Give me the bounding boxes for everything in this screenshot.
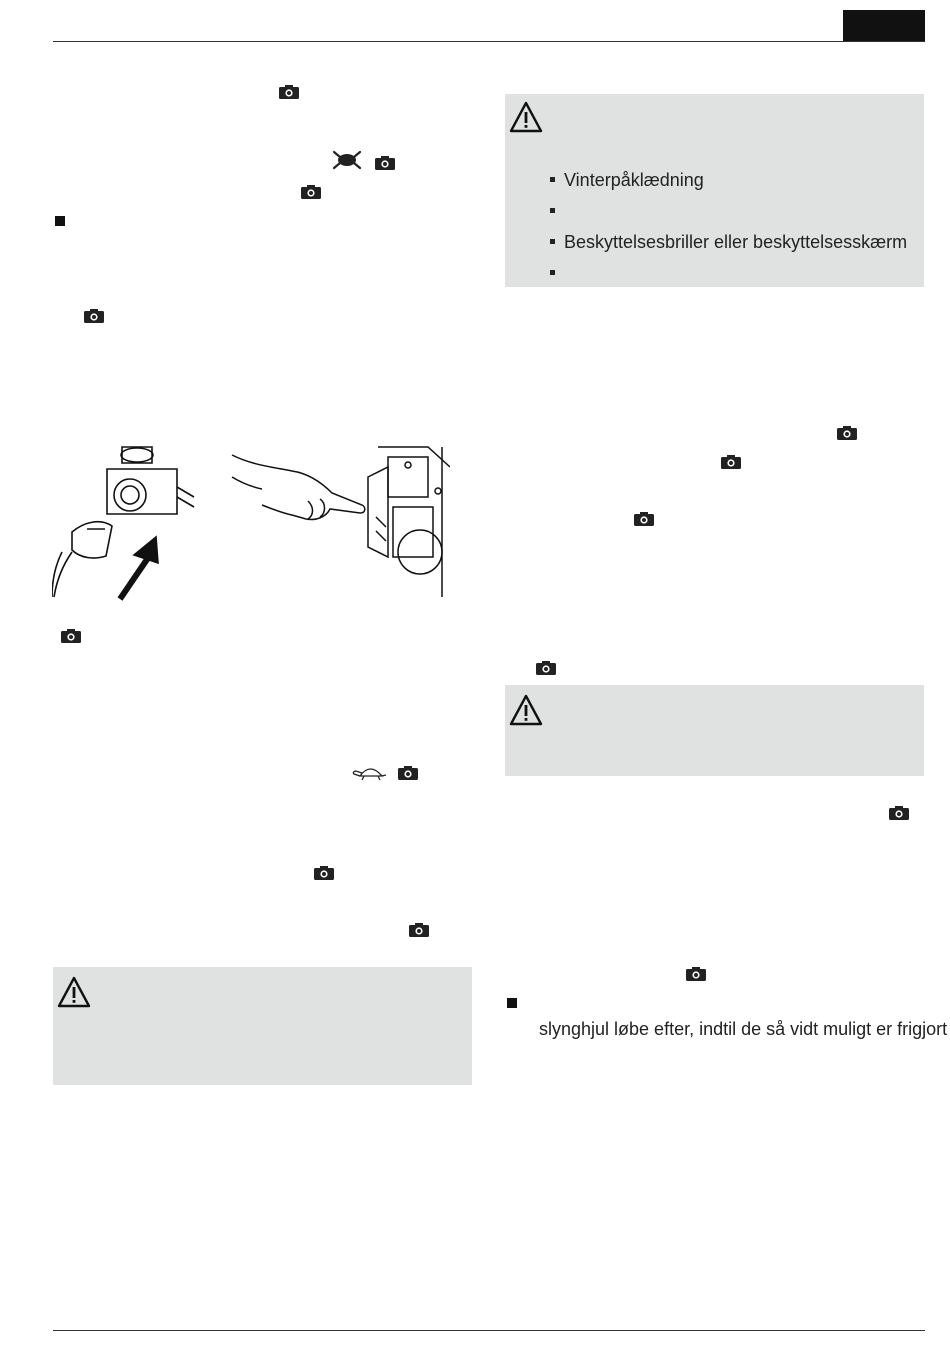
turtle-icon <box>352 764 388 782</box>
camera-icon <box>314 866 334 880</box>
camera-icon <box>889 806 909 820</box>
hare-icon <box>330 148 364 170</box>
camera-icon <box>721 455 741 469</box>
list-item <box>550 195 907 226</box>
warning-triangle-icon <box>509 693 543 727</box>
warning-box <box>53 967 472 1085</box>
header-rule <box>53 41 925 42</box>
page-tab-marker <box>843 10 925 42</box>
warning-triangle-icon <box>509 100 543 134</box>
camera-icon <box>398 766 418 780</box>
camera-icon <box>409 923 429 937</box>
camera-icon <box>61 629 81 643</box>
camera-icon <box>84 309 104 323</box>
camera-icon <box>634 512 654 526</box>
list-item <box>550 164 907 195</box>
warning-triangle-icon <box>57 975 91 1009</box>
list-item <box>550 257 907 288</box>
camera-icon <box>375 156 395 170</box>
camera-icon <box>301 185 321 199</box>
list-item <box>550 226 907 257</box>
list-item-text: Vinterpåklædning <box>564 169 704 190</box>
camera-icon <box>686 967 706 981</box>
square-bullet-icon <box>55 216 65 226</box>
ppe-list <box>550 164 907 288</box>
camera-icon <box>837 426 857 440</box>
body-text-line: slynghjul løbe efter, indtil de så vidt muligt er frigjort <box>539 1019 948 1039</box>
plug-socket-illustration <box>52 437 202 602</box>
list-item-text: Beskyttelsesbriller eller beskyttelsesskærm <box>564 231 908 252</box>
square-bullet-icon <box>507 998 517 1008</box>
warning-box-ppe <box>505 94 924 287</box>
camera-icon <box>279 85 299 99</box>
warning-box <box>505 685 924 776</box>
camera-icon <box>536 661 556 675</box>
footer-rule <box>53 1330 925 1331</box>
hand-pointing-illustration <box>228 437 450 602</box>
